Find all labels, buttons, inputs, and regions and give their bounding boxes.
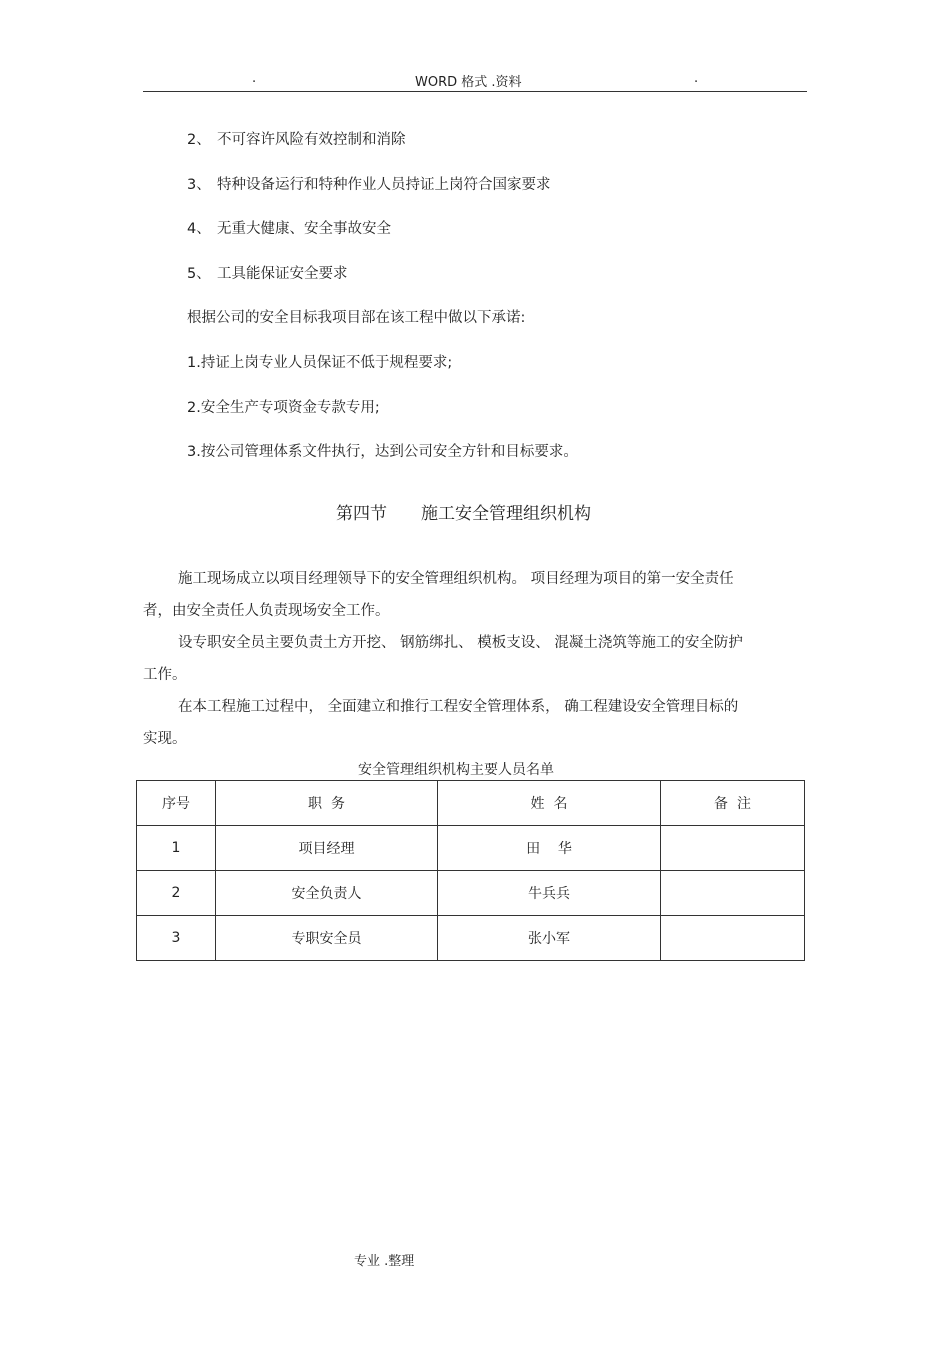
header-title: WORD 格式 .资料 [415, 75, 522, 90]
list-item-text: 特种设备运行和特种作业人员持证上岗符合国家要求 [217, 177, 551, 193]
table-cell: 2 [137, 871, 216, 916]
paragraph-line: 设专职安全员主要负责土方开挖、 钢筋绑扎、 模板支设、 混凝土浇筑等施工的安全防护 [178, 635, 743, 651]
table-row [137, 916, 805, 961]
table-cell: 牛兵兵 [438, 871, 661, 916]
section-title: 施工安全管理组织机构 [421, 504, 591, 524]
table-cell [661, 916, 805, 961]
commitment-item: 1.持证上岗专业人员保证不低于规程要求; [187, 355, 453, 371]
table-cell: 田 华 [438, 826, 661, 871]
column-header: 备 注 [661, 781, 805, 826]
paragraph-line: 施工现场成立以项目经理领导下的安全管理组织机构。 项目经理为项目的第一安全责任 [178, 571, 734, 587]
section-number: 第四节 [336, 504, 387, 524]
table-header-row [137, 781, 805, 826]
table-cell: 项目经理 [216, 826, 438, 871]
list-item [187, 217, 391, 238]
list-item [187, 262, 348, 283]
page-footer: 专业 .整理 [354, 1254, 415, 1269]
list-item-text: 不可容许风险有效控制和消除 [217, 132, 406, 148]
table-cell [661, 871, 805, 916]
staff-table [136, 780, 805, 961]
commitment-intro: 根据公司的安全目标我项目部在该工程中做以下承诺: [187, 310, 526, 326]
column-header: 姓 名 [438, 781, 661, 826]
paragraph-line: 工作。 [143, 667, 187, 683]
list-item-number: 2、 [187, 132, 211, 148]
table-row [137, 871, 805, 916]
list-item-number: 5、 [187, 266, 211, 282]
table-cell [661, 826, 805, 871]
paragraph-line: 在本工程施工过程中， 全面建立和推行工程安全管理体系， 确工程建设安全管理目标的 [178, 699, 739, 715]
column-header: 职 务 [216, 781, 438, 826]
list-item [187, 173, 551, 194]
list-item-number: 3、 [187, 177, 211, 193]
paragraph-line: 实现。 [143, 731, 187, 747]
table-row [137, 826, 805, 871]
header-left-mark: . [252, 71, 257, 86]
list-item [187, 128, 406, 149]
list-item-number: 4、 [187, 221, 211, 237]
table-cell: 3 [137, 916, 216, 961]
commitment-item: 2.安全生产专项资金专款专用; [187, 400, 380, 416]
table-cell: 专职安全员 [216, 916, 438, 961]
table-cell: 张小军 [438, 916, 661, 961]
commitment-item: 3.按公司管理体系文件执行，达到公司安全方针和目标要求。 [187, 444, 578, 460]
column-header: 序号 [137, 781, 216, 826]
table-caption: 安全管理组织机构主要人员名单 [358, 762, 554, 778]
list-item-text: 工具能保证安全要求 [217, 266, 348, 282]
paragraph-line: 者，由安全责任人负责现场安全工作。 [143, 603, 390, 619]
header-rule [143, 91, 807, 92]
table-cell: 1 [137, 826, 216, 871]
table-cell: 安全负责人 [216, 871, 438, 916]
header-right-mark: . [694, 71, 699, 86]
list-item-text: 无重大健康、安全事故安全 [217, 221, 391, 237]
